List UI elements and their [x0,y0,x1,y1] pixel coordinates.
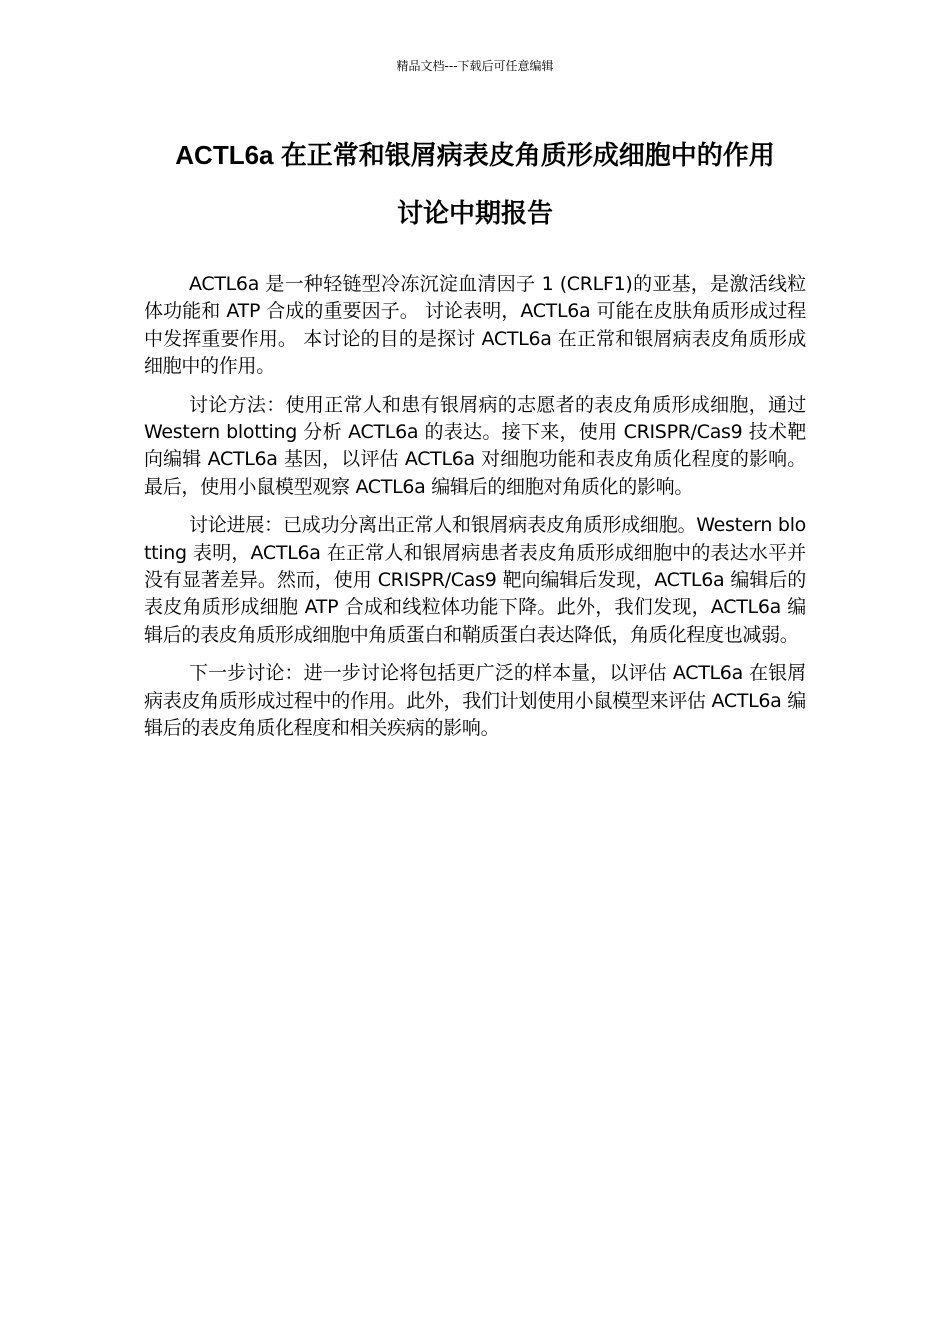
document-title-line-2: 讨论中期报告 [396,198,553,228]
paragraph-intro: ACTL6a 是一种轻链型冷冻沉淀血清因子 1 (CRLF1)的亚基，是激活线粒体功能和 ATP 合成的重要因子。 讨论表明，ACTL6a 可能在皮肤角质形成过程中发挥重要作用。 本讨论的目的是探讨 ACTL6a 在正常和银屑病表皮角质形成细胞中的作用。 [144,273,806,378]
document-title-line-1: ACTL6a 在正常和银屑病表皮角质形成细胞中的作用 [175,140,775,170]
paragraph-methods: 讨论方法：使用正常人和患有银屑病的志愿者的表皮角质形成细胞，通过 Western blotting 分析 ACTL6a 的表达。接下来，使用 CRISPR/Cas9 技术靶向编辑 ACTL6a 基因，以评估 ACTL6a 对细胞功能和表皮角质化程度的影响。最后，使用小鼠模型观察 ACTL6a 编辑后的细胞对角质化的影响。 [144,393,806,498]
document-body [144,271,806,754]
paragraph-next-steps: 下一步讨论：进一步讨论将包括更广泛的样本量，以评估 ACTL6a 在银屑病表皮角质形成过程中的作用。此外，我们计划使用小鼠模型来评估 ACTL6a 编辑后的表皮角质化程度和相关疾病的影响。 [144,662,806,740]
page-header-note: 精品文档---下载后可任意编辑 [396,59,554,73]
paragraph-progress: 讨论进展：已成功分离出正常人和银屑病表皮角质形成细胞。Western blotting 表明，ACTL6a 在正常人和银屑病患者表皮角质形成细胞中的表达水平并没有显著差异。然而，使用 CRISPR/Cas9 靶向编辑后发现，ACTL6a 编辑后的表皮角质形成细胞 ATP 合成和线粒体功能下降。此外，我们发现，ACTL6a 编辑后的表皮角质形成细胞中角质蛋白和鞘质蛋白表达降低，角质化程度也减弱。 [144,514,806,646]
